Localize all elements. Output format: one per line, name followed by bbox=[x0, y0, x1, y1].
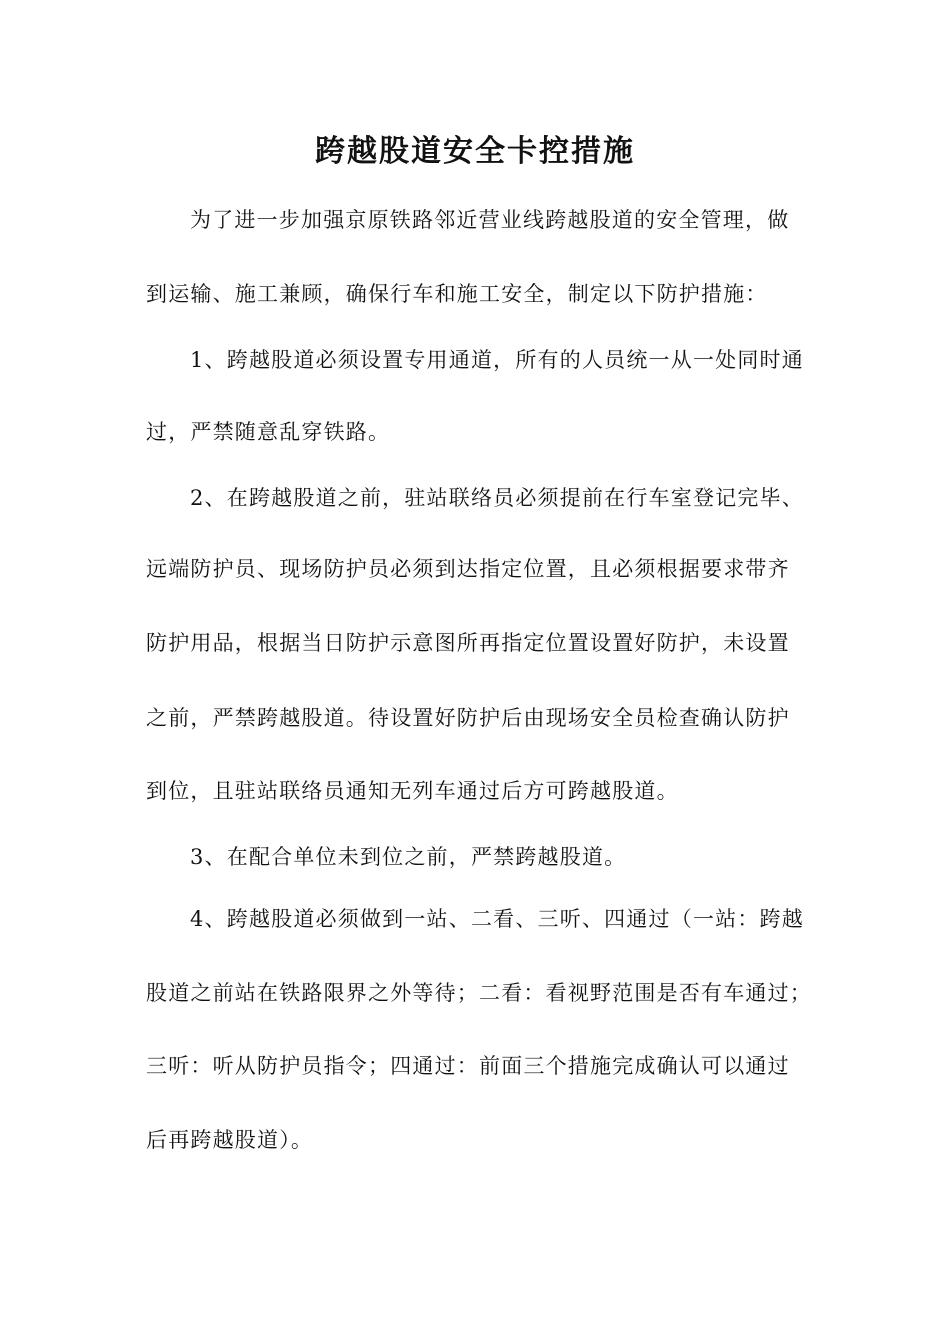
item-4-line-2: 股道之前站在铁路限界之外等待；二看：看视野范围是否有车通过； bbox=[146, 981, 812, 1005]
item-4-line-4: 后再跨越股道）。 bbox=[146, 1128, 314, 1152]
item-2-line-4: 之前，严禁跨越股道。待设置好防护后由现场安全员检查确认防护 bbox=[146, 706, 790, 730]
paragraph-intro-line-2: 到运输、施工兼顾，确保行车和施工安全，制定以下防护措施： bbox=[146, 282, 768, 306]
item-2-line-5: 到位，且驻站联络员通知无列车通过后方可跨越股道。 bbox=[146, 779, 679, 803]
paragraph-intro-line-1: 为了进一步加强京原铁路邻近营业线跨越股道的安全管理，做 bbox=[190, 208, 790, 232]
item-2-line-3: 防护用品，根据当日防护示意图所再指定位置设置好防护，未设置 bbox=[146, 631, 790, 655]
item-2-line-2: 远端防护员、现场防护员必须到达指定位置，且必须根据要求带齐 bbox=[146, 557, 790, 581]
item-4-line-3: 三听：听从防护员指令；四通过：前面三个措施完成确认可以通过 bbox=[146, 1054, 790, 1078]
item-1-line-1: 1、跨越股道必须设置专用通道，所有的人员统一从一处同时通 bbox=[190, 348, 804, 372]
document-title: 跨越股道安全卡控措施 bbox=[315, 134, 635, 169]
item-3-line-1: 3、在配合单位未到位之前，严禁跨越股道。 bbox=[190, 845, 627, 869]
item-1-line-2: 过，严禁随意乱穿铁路。 bbox=[146, 420, 391, 444]
item-4-line-1: 4、跨越股道必须做到一站、二看、三听、四通过（一站：跨越 bbox=[190, 907, 804, 931]
item-2-line-1: 2、在跨越股道之前，驻站联络员必须提前在行车室登记完毕、 bbox=[190, 486, 804, 510]
